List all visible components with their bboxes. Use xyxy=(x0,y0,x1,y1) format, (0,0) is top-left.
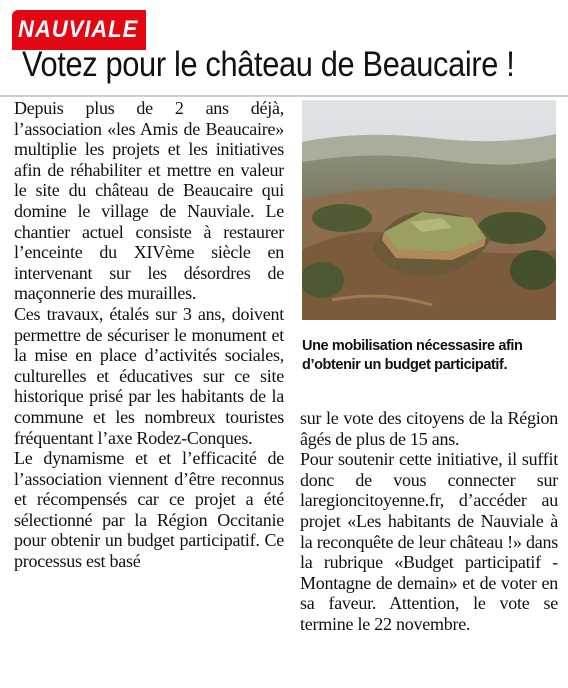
paragraph: Depuis plus de 2 ans déjà, l’association «les Amis de Beaucaire» multiplie les projets et les initiatives afin de réhabiliter et mettre en valeur le site du château de Beaucaire qui domine le village de Nauviale. Le chantier actuel consiste à restaurer l’enceinte du XIVème siècle en intervenant sur les désordres de maçonnerie des murailles. xyxy=(14,98,284,304)
paragraph: Pour soutenir cette initiative, il suffit donc de vous connecter sur laregioncitoyenne.fr, d’accéder au projet «Les habitants de Nauviale à la reconquête de leur château !» dans la rubrique «Budget participatif - Montagne de demain» et de voter en sa faveur. Attention, le vote se termine le 22 novembre. xyxy=(300,449,558,634)
paragraph: sur le vote des citoyens de la Région âgés de plus de 15 ans. xyxy=(300,408,558,449)
headline-divider xyxy=(0,95,568,97)
paragraph: Ces travaux, étalés sur 3 ans, doivent permettre de sécuriser le monument et la mise en place d’activités sociales, culturelles et éducatives sur ce site historique prisé par les habitants de la commune et les nombreux touristes fréquentant l’axe Rodez-Conques. xyxy=(14,303,284,448)
castle-photo xyxy=(302,100,556,320)
article-column-right xyxy=(300,408,558,635)
kicker-label: NAUVIALE xyxy=(18,16,139,43)
article-headline: Votez pour le château de Beaucaire ! xyxy=(22,45,515,84)
photo-caption: Une mobilisation nécessasire afin d’obtenir un budget participatif. xyxy=(302,338,523,373)
castle-aerial-image xyxy=(302,100,556,320)
paragraph: Le dynamisme et et l’efficacité de l’association viennent d’être reconnus et récompensés car ce projet a été sélectionné par la Région Occitanie pour obtenir un budget participatif. Ce processus est basé xyxy=(14,448,284,572)
article-column-left xyxy=(14,98,284,572)
